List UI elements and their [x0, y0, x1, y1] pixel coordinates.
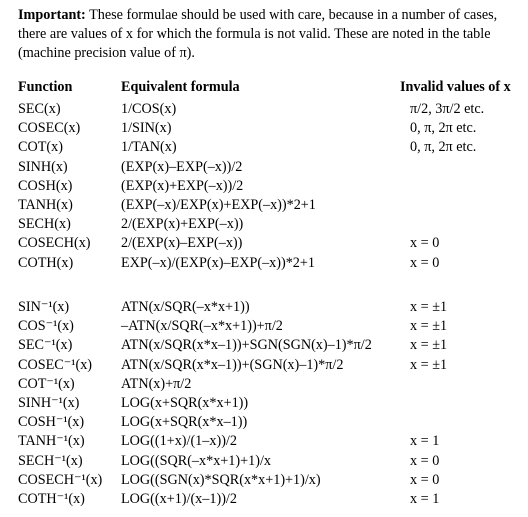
function-name: COSEC(x)	[18, 120, 81, 137]
function-name: SECH⁻¹(x)	[18, 452, 83, 469]
equivalent-formula: LOG(x+SQR(x*x+1))	[121, 395, 249, 411]
function-name: SEC⁻¹(x)	[18, 337, 73, 354]
invalid-values: x = 0	[410, 471, 440, 488]
invalid-values: x = 1	[410, 433, 440, 450]
table-row	[0, 317, 528, 336]
table-row	[0, 234, 528, 253]
table-row	[0, 158, 528, 177]
invalid-values: 0, π, 2π etc.	[410, 139, 477, 156]
table-row	[0, 356, 528, 375]
function-name: COSECH⁻¹(x)	[18, 471, 103, 488]
invalid-values: x = ±1	[410, 356, 448, 373]
function-name: COTH(x)	[18, 254, 74, 271]
table-row	[0, 432, 528, 451]
function-name: COSECH(x)	[18, 235, 91, 252]
table-row	[0, 336, 528, 355]
equivalent-formula: 2/(EXP(x)–EXP(–x))	[121, 235, 243, 252]
invalid-values: x = 1	[410, 491, 440, 507]
intro-bold-label: Important:	[18, 7, 86, 23]
equivalent-formula: (EXP(–x)/EXP(x)+EXP(–x))*2+1	[121, 197, 316, 213]
table-row	[0, 215, 528, 234]
equivalent-formula: EXP(–x)/(EXP(x)–EXP(–x))*2+1	[121, 254, 315, 271]
table-row	[0, 375, 528, 394]
function-name: COT(x)	[18, 139, 63, 156]
invalid-values: x = ±1	[410, 318, 448, 335]
function-name: COTH⁻¹(x)	[18, 491, 85, 507]
table-row	[0, 490, 528, 509]
invalid-values: 0, π, 2π etc.	[410, 120, 477, 137]
equivalent-formula: LOG((SQR(–x*x+1)+1)/x	[121, 452, 271, 469]
equivalent-formula: LOG((1+x)/(1–x))/2	[121, 433, 237, 450]
invalid-values: π/2, 3π/2 etc.	[410, 101, 485, 117]
equivalent-formula: LOG((x+1)/(x–1))/2	[121, 491, 237, 507]
table-row	[0, 100, 528, 119]
function-name: COSH⁻¹(x)	[18, 414, 85, 431]
equivalent-formula: 2/(EXP(x)+EXP(–x))	[121, 216, 244, 233]
table-row	[0, 177, 528, 196]
equivalent-formula: (EXP(x)+EXP(–x))/2	[121, 177, 244, 194]
function-name: COSEC⁻¹(x)	[18, 356, 93, 373]
function-name: SIN⁻¹(x)	[18, 299, 70, 315]
equivalent-formula: ATN(x/SQR(–x*x+1))	[121, 299, 250, 315]
equivalent-formula: (EXP(x)–EXP(–x))/2	[121, 158, 243, 175]
invalid-values: x = 0	[410, 254, 440, 271]
function-name: COSH(x)	[18, 177, 73, 194]
equivalent-formula: 1/COS(x)	[121, 101, 177, 117]
invalid-values: x = ±1	[410, 337, 448, 354]
function-name: TANH⁻¹(x)	[18, 433, 85, 450]
equivalent-formula: 1/TAN(x)	[121, 139, 177, 156]
function-name: SECH(x)	[18, 216, 71, 233]
intro-text: These formulae should be used with care, because in a number of cases, there are values of x for which the formula is not valid. These are noted in the table (machine precision value of π).	[18, 7, 498, 61]
header-formula: Equivalent formula	[121, 79, 240, 95]
table-row	[0, 138, 528, 157]
intro-paragraph	[18, 6, 524, 63]
function-name: TANH(x)	[18, 197, 73, 213]
table-row	[0, 452, 528, 471]
equivalent-formula: –ATN(x/SQR(–x*x+1))+π/2	[121, 318, 283, 335]
invalid-values: x = 0	[410, 452, 440, 469]
table-row	[0, 394, 528, 413]
function-name: SINH⁻¹(x)	[18, 395, 80, 411]
equivalent-formula: ATN(x/SQR(x*x–1))+SGN(SGN(x)–1)*π/2	[121, 337, 372, 354]
function-name: SEC(x)	[18, 101, 61, 117]
equivalent-formula: ATN(x/SQR(x*x–1))+(SGN(x)–1)*π/2	[121, 356, 344, 373]
equivalent-formula: LOG(x+SQR(x*x–1))	[121, 414, 248, 431]
table-row	[0, 196, 528, 215]
invalid-values: x = 0	[410, 235, 440, 252]
invalid-values: x = ±1	[410, 299, 448, 315]
function-name: COT⁻¹(x)	[18, 375, 75, 392]
table-row	[0, 413, 528, 432]
table-row	[0, 298, 528, 317]
header-invalid-values: Invalid values of x	[400, 79, 511, 95]
table-row	[0, 119, 528, 138]
table-row	[0, 471, 528, 490]
equivalent-formula: 1/SIN(x)	[121, 120, 172, 137]
header-function: Function	[18, 79, 73, 95]
table-row	[0, 254, 528, 273]
function-name: COS⁻¹(x)	[18, 318, 74, 335]
equivalent-formula: ATN(x)+π/2	[121, 375, 192, 392]
function-name: SINH(x)	[18, 158, 68, 175]
equivalent-formula: LOG((SGN(x)*SQR(x*x+1)+1)/x)	[121, 471, 321, 488]
